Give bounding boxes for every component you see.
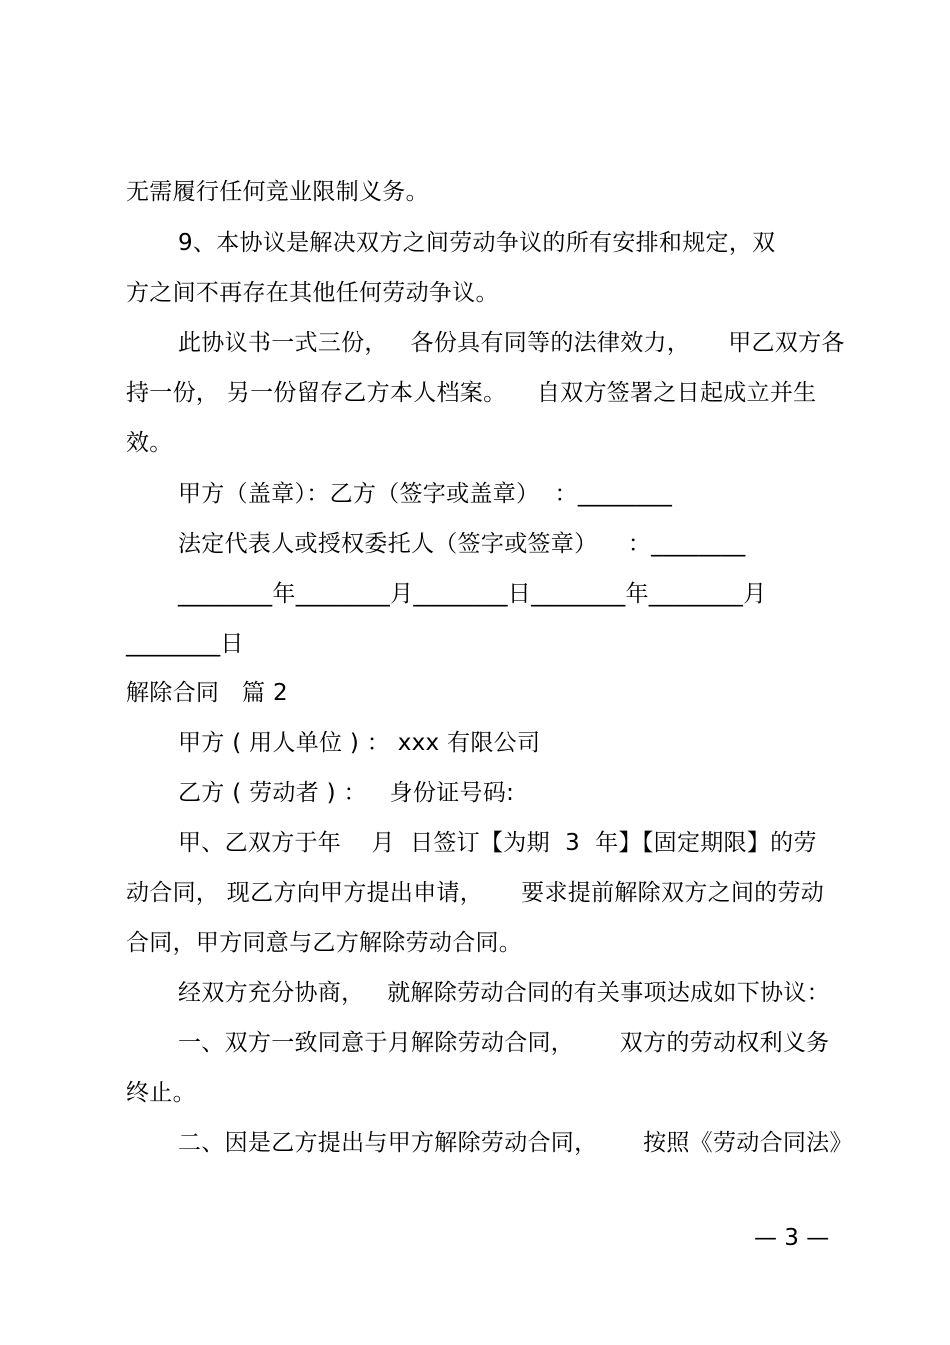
- paragraph-line: 合同，甲方同意与乙方解除劳动合同。: [126, 930, 523, 956]
- paragraph-line: 持一份， 另一份留存乙方本人档案。 自双方签署之日起成立并生: [126, 380, 817, 406]
- paragraph-line: 终止。: [126, 1080, 196, 1106]
- date-line: ________年________月________日________年________月: [178, 581, 767, 607]
- paragraph-line: 9、本协议是解决双方之间劳动争议的所有安排和规定，双: [178, 230, 776, 256]
- party-a-line: 甲方 ( 用人单位 ) ： xxx 有限公司: [178, 730, 541, 756]
- section-heading: 解除合同 篇 2: [126, 680, 288, 706]
- paragraph-line: 一、双方一致同意于月解除劳动合同， 双方的劳动权利义务: [178, 1030, 830, 1056]
- paragraph-line: 此协议书一式三份， 各份具有同等的法律效力， 甲乙双方各: [178, 330, 845, 356]
- paragraph-line: 二、因是乙方提出与甲方解除劳动合同， 按照《劳动合同法》: [178, 1130, 853, 1156]
- page-number: — 3 —: [754, 1225, 830, 1251]
- paragraph-line: 经双方充分协商， 就解除劳动合同的有关事项达成如下协议：: [178, 980, 830, 1006]
- signature-line-party-a-b: 甲方（盖章）：乙方（签字或盖章） ：________: [178, 481, 673, 507]
- paragraph-line: 动合同， 现乙方向甲方提出申请， 要求提前解除双方之间的劳动: [126, 880, 825, 906]
- paragraph-line: 效。: [126, 430, 173, 456]
- paragraph-line: 甲、乙双方于年 月 日签订【为期 3 年】【固定期限】的劳: [178, 830, 817, 856]
- party-b-line: 乙方 ( 劳动者 ) ： 身份证号码:: [178, 780, 515, 806]
- date-line-continued: ________日: [126, 631, 244, 657]
- paragraph-line: 方之间不再存在其他任何劳动争议。: [126, 280, 499, 306]
- paragraph-line: 无需履行任何竞业限制义务。: [126, 179, 429, 205]
- signature-line-representative: 法定代表人或授权委托人（签字或签章） ：________: [178, 531, 746, 557]
